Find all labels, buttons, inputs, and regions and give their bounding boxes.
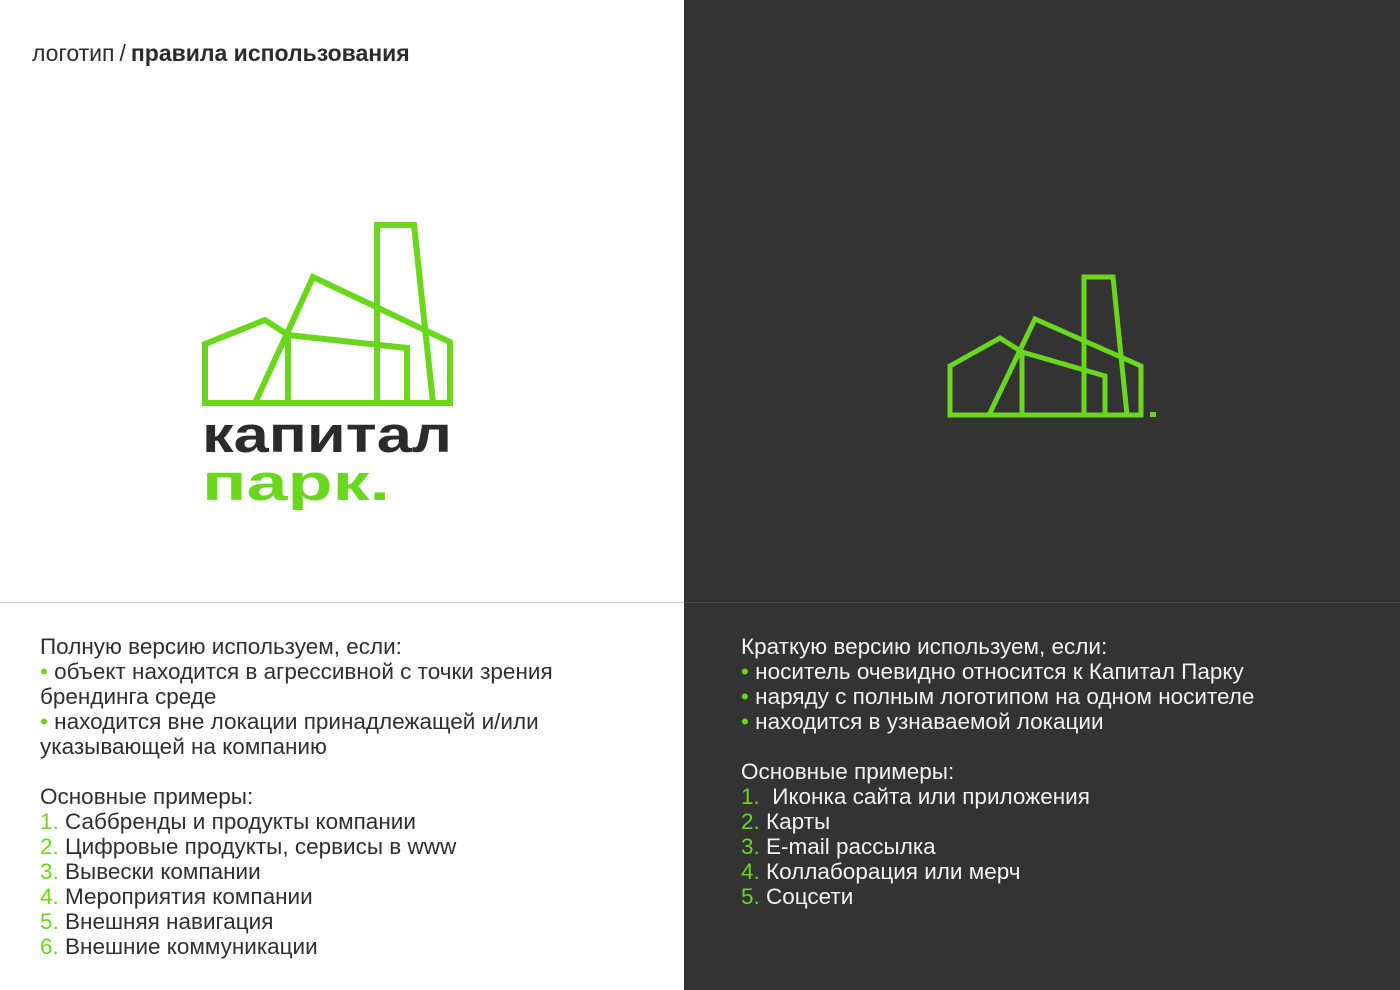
short-condition-1: • носитель очевидно относится к Капитал Парку: [741, 659, 1244, 684]
list-item: 1. Саббренды и продукты компании: [40, 809, 416, 834]
list-item: 4. Коллаборация или мерч: [741, 859, 1021, 884]
list-item: 6. Внешние коммуникации: [40, 934, 318, 959]
bullet-icon: •: [741, 684, 756, 709]
list-item: 2. Цифровые продукты, сервисы в www: [40, 834, 457, 859]
list-item: 5. Внешняя навигация: [40, 909, 274, 934]
list-item: 5. Соцсети: [741, 884, 854, 909]
wordmark-kapital: капитал: [202, 406, 452, 463]
bullet-icon: •: [40, 709, 55, 734]
full-condition-1-cont: брендинга среде: [40, 684, 217, 709]
list-item: 4. Мероприятия компании: [40, 884, 313, 909]
full-version-rules: [40, 634, 553, 959]
list-item: 2. Карты: [741, 809, 831, 834]
short-logo: [945, 272, 1161, 429]
list-item: 3. E-mail рассылка: [741, 834, 936, 859]
short-version-intro: Краткую версию используем, если:: [741, 634, 1108, 659]
section-divider-dark: [684, 602, 1400, 603]
factory-building-icon: [200, 220, 460, 510]
short-condition-3: • находится в узнаваемой локации: [741, 709, 1104, 734]
full-logo: [200, 220, 460, 515]
short-condition-2: • наряду с полным логотипом на одном носителе: [741, 684, 1255, 709]
full-condition-1: [40, 659, 553, 684]
list-item: 3. Вывески компании: [40, 859, 261, 884]
full-version-intro: Полную версию используем, если:: [40, 634, 402, 659]
bullet-icon: •: [40, 659, 55, 684]
page-header: [32, 40, 410, 67]
full-condition-2-cont: указывающей на компанию: [40, 734, 327, 759]
short-examples-title: Основные примеры:: [741, 759, 955, 784]
header-category: логотип: [32, 40, 115, 66]
full-examples-title: Основные примеры:: [40, 784, 254, 809]
bullet-icon: •: [741, 659, 756, 684]
bullet-icon: •: [741, 709, 756, 734]
logo-dot: [1150, 412, 1156, 417]
factory-building-icon: [945, 272, 1161, 424]
section-divider: [0, 602, 684, 603]
header-separator: /: [119, 40, 126, 66]
full-condition-2-line1: находится вне локации принадлежащей и/или: [54, 709, 539, 734]
page-title: правила использования: [130, 40, 410, 66]
wordmark-park: парк.: [202, 454, 390, 510]
full-condition-1-line1: объект находится в агрессивной с точки зрения: [54, 659, 553, 684]
list-item: 1. Иконка сайта или приложения: [741, 784, 1090, 809]
short-version-rules: [741, 634, 1254, 909]
full-condition-2: [40, 709, 553, 734]
